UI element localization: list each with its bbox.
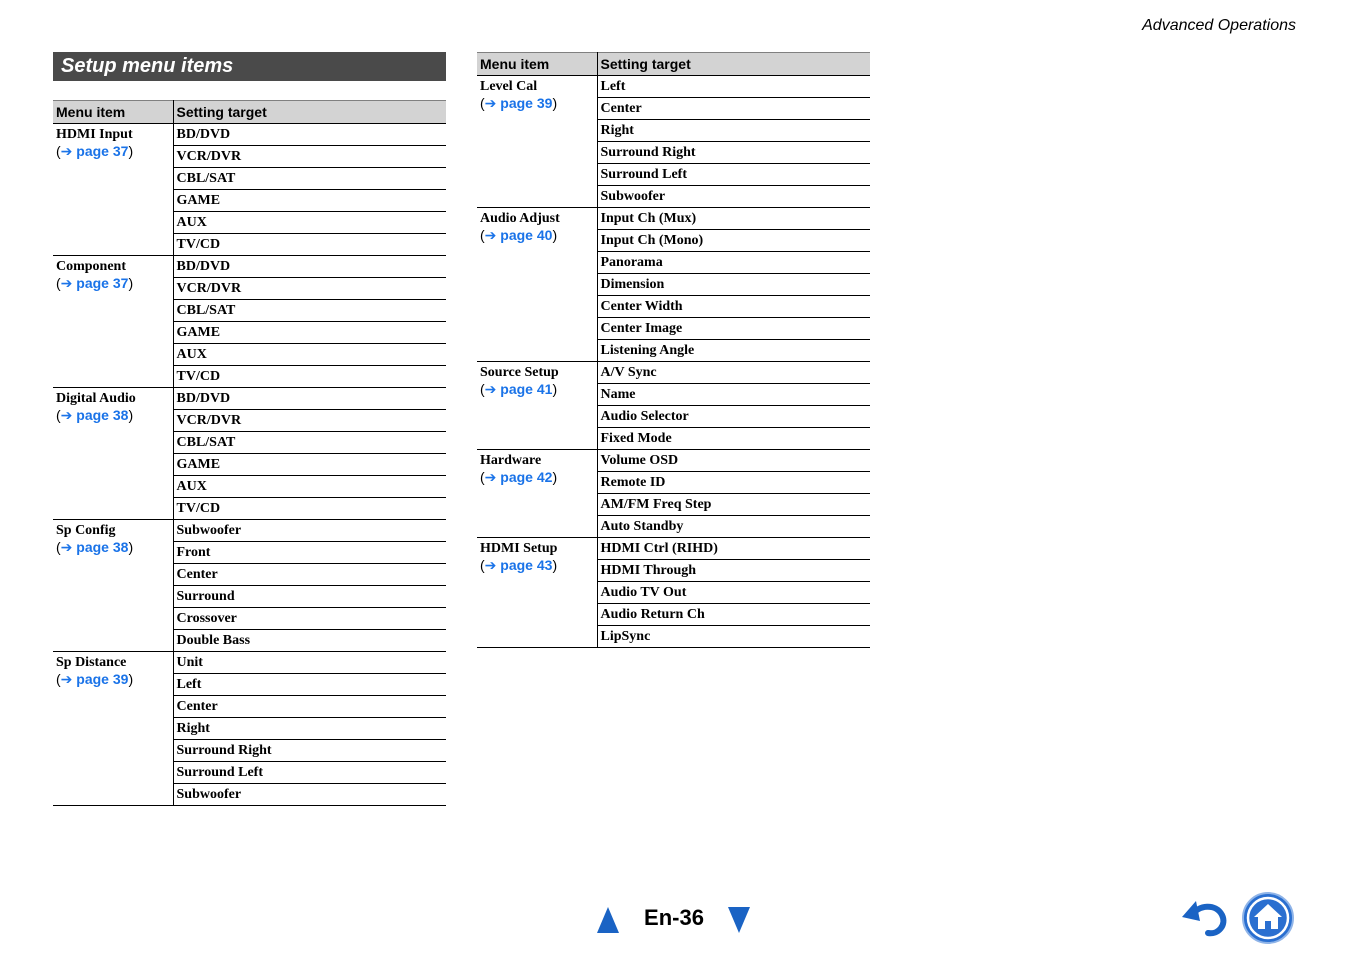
setting-target-cell: Auto Standby bbox=[597, 516, 870, 538]
table-row bbox=[53, 124, 446, 146]
arrow-right-icon: ➔ bbox=[484, 227, 497, 243]
setting-target-cell: GAME bbox=[173, 190, 446, 212]
setting-target-cell: Remote ID bbox=[597, 472, 870, 494]
page-reference-link[interactable]: (➔ page 41) bbox=[480, 381, 558, 397]
setting-target-cell: AUX bbox=[173, 344, 446, 366]
menu-item-cell bbox=[53, 652, 173, 806]
setting-target-cell: HDMI Through bbox=[597, 560, 870, 582]
setting-target-cell: HDMI Ctrl (RIHD) bbox=[597, 538, 870, 560]
arrow-right-icon: ➔ bbox=[484, 95, 497, 111]
menu-item-cell bbox=[477, 76, 597, 208]
setting-target-header: Setting target bbox=[597, 53, 870, 76]
page-link-label: page 39 bbox=[500, 95, 553, 111]
setting-target-cell: Surround bbox=[173, 586, 446, 608]
arrow-right-icon: ➔ bbox=[60, 671, 73, 687]
setting-target-cell: Left bbox=[597, 76, 870, 98]
menu-item-name: Hardware bbox=[480, 453, 542, 468]
setting-target-cell: TV/CD bbox=[173, 366, 446, 388]
page-reference-link[interactable]: (➔ page 38) bbox=[56, 539, 134, 555]
setting-target-cell: GAME bbox=[173, 454, 446, 476]
setting-target-cell: Subwoofer bbox=[173, 784, 446, 806]
menu-item-name: Component bbox=[56, 259, 127, 274]
setting-target-cell: Surround Right bbox=[173, 740, 446, 762]
page-number: En-36 bbox=[644, 905, 704, 930]
setup-table-right bbox=[477, 52, 870, 648]
section-title: Setup menu items bbox=[61, 55, 234, 77]
menu-item-name: Audio Adjust bbox=[480, 211, 560, 226]
page-link-label: page 43 bbox=[500, 557, 553, 573]
next-page-icon[interactable] bbox=[728, 907, 750, 933]
setting-target-cell: Crossover bbox=[173, 608, 446, 630]
menu-item-name: Source Setup bbox=[480, 365, 559, 380]
page-reference-link[interactable]: (➔ page 42) bbox=[480, 469, 558, 485]
setting-target-cell: Listening Angle bbox=[597, 340, 870, 362]
menu-item-cell bbox=[477, 208, 597, 362]
setting-target-cell: LipSync bbox=[597, 626, 870, 648]
setting-target-cell: CBL/SAT bbox=[173, 432, 446, 454]
setting-target-cell: Left bbox=[173, 674, 446, 696]
page-link-label: page 42 bbox=[500, 469, 553, 485]
setting-target-cell: BD/DVD bbox=[173, 256, 446, 278]
setting-target-cell: BD/DVD bbox=[173, 124, 446, 146]
menu-item-cell bbox=[477, 538, 597, 648]
page-reference-link[interactable]: (➔ page 43) bbox=[480, 557, 558, 573]
setting-target-cell: Audio Return Ch bbox=[597, 604, 870, 626]
table-row bbox=[53, 256, 446, 278]
setting-target-cell: Audio TV Out bbox=[597, 582, 870, 604]
arrow-right-icon: ➔ bbox=[60, 407, 73, 423]
menu-item-header: Menu item bbox=[53, 101, 173, 124]
page-link-label: page 38 bbox=[76, 539, 129, 555]
setting-target-cell: Panorama bbox=[597, 252, 870, 274]
table-row bbox=[477, 76, 870, 98]
setting-target-cell: Center bbox=[597, 98, 870, 120]
setting-target-cell: Surround Left bbox=[173, 762, 446, 784]
previous-page-icon[interactable] bbox=[597, 907, 619, 933]
arrow-right-icon: ➔ bbox=[60, 539, 73, 555]
menu-item-cell bbox=[477, 450, 597, 538]
menu-item-cell bbox=[53, 520, 173, 652]
menu-item-name: Level Cal bbox=[480, 79, 538, 94]
running-head: Advanced Operations bbox=[1142, 17, 1296, 34]
page-link-label: page 38 bbox=[76, 407, 129, 423]
setting-target-header: Setting target bbox=[173, 101, 446, 124]
setting-target-cell: VCR/DVR bbox=[173, 410, 446, 432]
setting-target-cell: TV/CD bbox=[173, 234, 446, 256]
page-reference-link[interactable]: (➔ page 39) bbox=[480, 95, 558, 111]
setting-target-cell: Input Ch (Mono) bbox=[597, 230, 870, 252]
menu-item-cell bbox=[477, 362, 597, 450]
setting-target-cell: CBL/SAT bbox=[173, 300, 446, 322]
setting-target-cell: Center bbox=[173, 696, 446, 718]
menu-item-name: Sp Distance bbox=[56, 655, 127, 670]
setting-target-cell: BD/DVD bbox=[173, 388, 446, 410]
setting-target-cell: VCR/DVR bbox=[173, 278, 446, 300]
setting-target-cell: Front bbox=[173, 542, 446, 564]
table-header-row bbox=[477, 53, 870, 76]
section-header bbox=[53, 52, 446, 81]
setting-target-cell: Subwoofer bbox=[597, 186, 870, 208]
menu-item-name: HDMI Input bbox=[56, 127, 133, 142]
footer-nav bbox=[0, 895, 1348, 945]
setting-target-cell: Name bbox=[597, 384, 870, 406]
page-link-label: page 40 bbox=[500, 227, 553, 243]
setting-target-cell: AUX bbox=[173, 476, 446, 498]
table-header-row bbox=[53, 101, 446, 124]
page-link-label: page 37 bbox=[76, 275, 129, 291]
setting-target-cell: Center Image bbox=[597, 318, 870, 340]
arrow-right-icon: ➔ bbox=[484, 381, 497, 397]
arrow-right-icon: ➔ bbox=[60, 275, 73, 291]
setting-target-cell: Right bbox=[173, 718, 446, 740]
page-reference-link[interactable]: (➔ page 39) bbox=[56, 671, 134, 687]
setting-target-cell: CBL/SAT bbox=[173, 168, 446, 190]
menu-item-name: HDMI Setup bbox=[480, 541, 558, 556]
setting-target-cell: Unit bbox=[173, 652, 446, 674]
table-row bbox=[477, 362, 870, 384]
page-link-label: page 37 bbox=[76, 143, 129, 159]
menu-item-name: Digital Audio bbox=[56, 391, 136, 406]
page-link-label: page 39 bbox=[76, 671, 129, 687]
setting-target-cell: Input Ch (Mux) bbox=[597, 208, 870, 230]
menu-item-cell bbox=[53, 388, 173, 520]
setting-target-cell: Audio Selector bbox=[597, 406, 870, 428]
setting-target-cell: Double Bass bbox=[173, 630, 446, 652]
setting-target-cell: AM/FM Freq Step bbox=[597, 494, 870, 516]
page-link-label: page 41 bbox=[500, 381, 553, 397]
table-row bbox=[477, 538, 870, 560]
menu-item-name: Sp Config bbox=[56, 523, 116, 538]
setting-target-cell: Subwoofer bbox=[173, 520, 446, 542]
arrow-right-icon: ➔ bbox=[484, 557, 497, 573]
home-icon[interactable] bbox=[1241, 891, 1295, 945]
table-row bbox=[53, 520, 446, 542]
menu-item-cell bbox=[53, 256, 173, 388]
page-reference-link[interactable]: (➔ page 37) bbox=[56, 143, 134, 159]
table-row bbox=[53, 652, 446, 674]
page-reference-link[interactable]: (➔ page 38) bbox=[56, 407, 134, 423]
arrow-right-icon: ➔ bbox=[484, 469, 497, 485]
page-reference-link[interactable]: (➔ page 37) bbox=[56, 275, 134, 291]
menu-item-header: Menu item bbox=[477, 53, 597, 76]
table-row bbox=[477, 208, 870, 230]
setting-target-cell: Dimension bbox=[597, 274, 870, 296]
setting-target-cell: AUX bbox=[173, 212, 446, 234]
page-reference-link[interactable]: (➔ page 40) bbox=[480, 227, 558, 243]
back-icon[interactable] bbox=[1180, 895, 1230, 939]
setting-target-cell: Fixed Mode bbox=[597, 428, 870, 450]
setting-target-cell: Center bbox=[173, 564, 446, 586]
setting-target-cell: Right bbox=[597, 120, 870, 142]
setting-target-cell: A/V Sync bbox=[597, 362, 870, 384]
setting-target-cell: TV/CD bbox=[173, 498, 446, 520]
setup-table-left bbox=[53, 100, 446, 806]
table-row bbox=[477, 450, 870, 472]
setting-target-cell: Volume OSD bbox=[597, 450, 870, 472]
arrow-right-icon: ➔ bbox=[60, 143, 73, 159]
menu-item-cell bbox=[53, 124, 173, 256]
table-row bbox=[53, 388, 446, 410]
setting-target-cell: Center Width bbox=[597, 296, 870, 318]
setting-target-cell: VCR/DVR bbox=[173, 146, 446, 168]
setting-target-cell: Surround Right bbox=[597, 142, 870, 164]
setting-target-cell: GAME bbox=[173, 322, 446, 344]
setting-target-cell: Surround Left bbox=[597, 164, 870, 186]
